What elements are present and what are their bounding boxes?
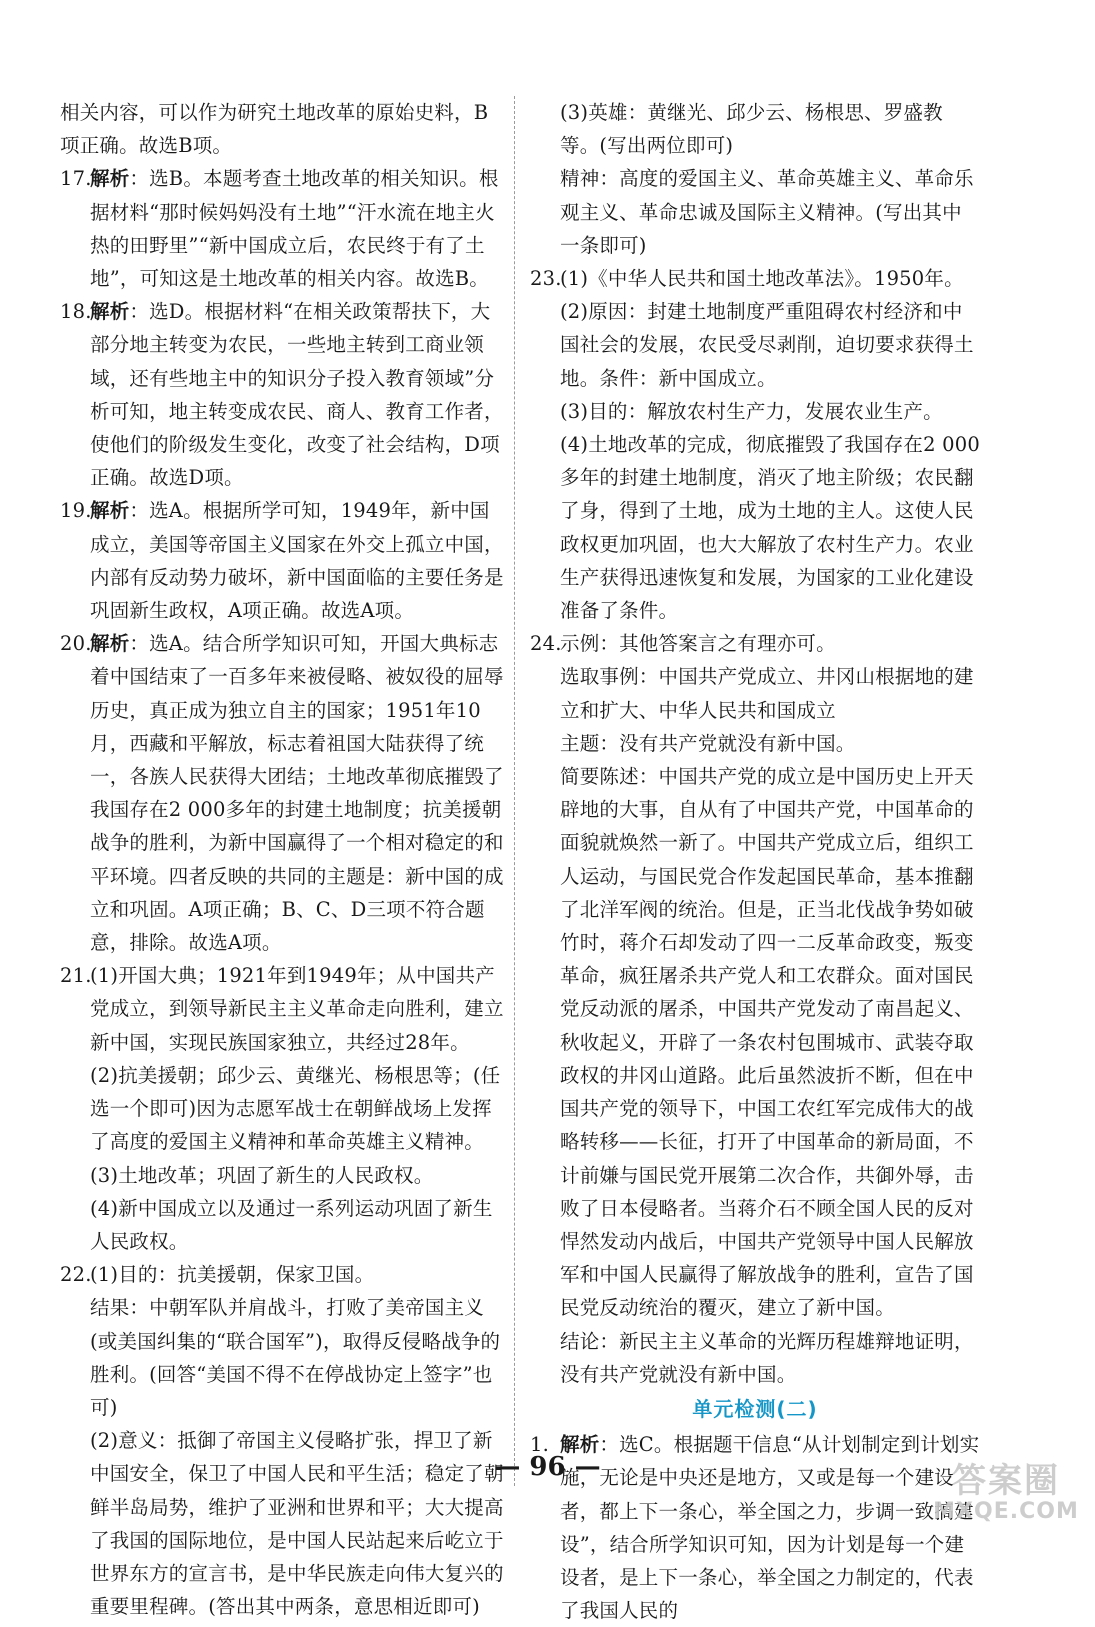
answer-item — [530, 262, 980, 295]
answer-paragraph — [60, 1159, 506, 1192]
item-text: 选取事例：中国共产党成立、井冈山根据地的建立和扩大、中华人民共和国成立 — [560, 665, 974, 722]
answer-paragraph — [530, 428, 980, 627]
answer-paragraph — [530, 760, 980, 1324]
answer-paragraph — [60, 1192, 506, 1258]
item-number: 18. — [60, 300, 92, 324]
item-text: (3)土地改革；巩固了新生的人民政权。 — [90, 1163, 434, 1187]
watermark-line1: 答案圈 — [952, 1461, 1060, 1501]
item-number: 19. — [60, 499, 92, 523]
answer-item — [60, 959, 506, 1059]
item-text: (2)抗美援朝；邱少云、黄继光、杨根思等；(任选一个即可)因为志愿军战士在朝鲜战场上发挥了高度的爱国主义精神和革命英雄主义精神。 — [90, 1063, 501, 1154]
answer-paragraph — [530, 727, 980, 760]
answer-paragraph — [60, 96, 506, 162]
item-text: 结果：中朝军队并肩战斗，打败了美帝国主义(或美国纠集的“联合国军”)，取得反侵略战争的胜利。(回答“美国不得不在停战协定上签字”也可) — [90, 1296, 501, 1419]
item-text: (3)目的：解放农村生产力，发展农业生产。 — [560, 399, 943, 423]
analysis-label: 解析 — [90, 300, 130, 324]
item-text: ：选A。根据所学可知，1949年，新中国成立，美国等帝国主义国家在外交上孤立中国，内部有反动势力破坏，新中国面临的主要任务是巩固新生政权，A项正确。故选A项。 — [90, 499, 504, 623]
answer-paragraph — [530, 1325, 980, 1391]
item-number: 23. — [530, 267, 562, 291]
item-text: (1)目的：抗美援朝，保家卫国。 — [90, 1263, 375, 1287]
answer-paragraph — [530, 395, 980, 428]
item-text: 示例：其他答案言之有理亦可。 — [560, 632, 836, 656]
answer-item — [60, 295, 506, 494]
watermark-line2: MXQE.COM — [933, 1499, 1079, 1524]
column-divider — [514, 96, 515, 1486]
item-text: (2)原因：封建土地制度严重阻碍农村经济和中国社会的发展，农民受尽剥削，迫切要求获得土地。条件：新中国成立。 — [560, 300, 974, 390]
item-text: 精神：高度的爱国主义、革命英雄主义、革命乐观主义、革命忠诚及国际主义精神。(写出其中一条即可) — [560, 167, 974, 257]
item-number: 24. — [530, 632, 562, 656]
item-number: 21. — [60, 964, 92, 988]
item-text: (1)开国大典；1921年到1949年；从中国共产党成立，到领导新民主主义革命走向胜利，建立新中国，实现民族国家独立，共经过28年。 — [90, 964, 504, 1054]
item-text: ：选B。本题考查土地改革的相关知识。根据材料“那时候妈妈没有土地”“汗水流在地主火热的田野里”“新中国成立后，农民终于有了土地”，可知这是土地改革的相关内容。故选B。 — [90, 167, 499, 291]
item-text: (4)新中国成立以及通过一系列运动巩固了新生人民政权。 — [90, 1196, 493, 1253]
analysis-label: 解析 — [90, 167, 130, 191]
item-text: (3)英雄：黄继光、邱少云、杨根思、罗盛教等。(写出两位即可) — [560, 101, 943, 158]
answer-paragraph — [60, 1291, 506, 1424]
answer-paragraph — [530, 660, 980, 726]
answer-paragraph — [530, 96, 980, 162]
item-text: 结论：新民主主义革命的光辉历程雄辩地证明，没有共产党就没有新中国。 — [560, 1329, 974, 1386]
item-text: 相关内容，可以作为研究土地改革的原始史料，B项正确。故选B项。 — [60, 101, 489, 158]
answer-item — [60, 1258, 506, 1291]
section-title: 单元检测(二) — [692, 1396, 818, 1421]
item-number: 20. — [60, 632, 92, 656]
item-text: (2)意义：抵御了帝国主义侵略扩张，捍卫了新中国安全，保卫了中国人民和平生活；稳定了朝鲜半岛局势，维护了亚洲和世界和平；大大提高了我国的国际地位，是中国人民站起来后屹立于世界东方的宣言书，是中华民族走向伟大复兴的重要里程碑。(答出其中两条，意思相近即可) — [90, 1429, 504, 1619]
answer-paragraph — [530, 295, 980, 395]
left-column — [60, 96, 506, 1623]
answer-paragraph — [60, 1059, 506, 1159]
item-number: 1. — [530, 1433, 550, 1457]
analysis-label: 解析 — [90, 632, 130, 656]
item-text: 主题：没有共产党就没有新中国。 — [560, 731, 856, 755]
right-column — [530, 96, 980, 1627]
item-text: 简要陈述：中国共产党的成立是中国历史上开天辟地的大事，自从有了中国共产党，中国革命的面貌就焕然一新了。中国共产党成立后，组织工人运动，与国民党合作发起国民革命，基本推翻了北洋军阀的统治。但是，正当北伐战争势如破竹时，蒋介石却发动了四一二反革命政变，叛变革命，疯狂屠杀共产党人和工农群众。面对国民党反动派的屠杀，中国共产党发动了南昌起义、秋收起义，开辟了一条农村包围城市、武装夺取政权的井冈山道路。此后虽然波折不断，但在中国共产党的领导下，中国工农红军完成伟大的战略转移——长征，打开了中国革命的新局面，不计前嫌与国民党开展第二次合作，共御外辱，击败了日本侵略者。当蒋介石不顾全国人民的反对悍然发动内战后，中国共产党领导中国人民解放军和中国人民赢得了解放战争的胜利，宣告了国民党反动统治的覆灭，建立了新中国。 — [560, 765, 974, 1320]
item-text: ：选C。根据题干信息“从计划制定到计划实施，无论是中央还是地方，又或是每一个建设者，都上下一条心，举全国之力，步调一致搞建设”，结合所学知识可知，因为计划是每一个建设者，是上下一条心，举全国之力制定的，代表了我国人民的 — [560, 1433, 980, 1623]
answer-item — [60, 627, 506, 959]
analysis-label: 解析 — [90, 499, 130, 523]
page-number: — 96 — — [494, 1452, 601, 1482]
answer-item — [60, 162, 506, 295]
item-text: ：选A。结合所学知识可知，开国大典标志着中国结束了一百多年来被侵略、被奴役的屈辱历史，真正成为独立自主的国家；1951年10月，西藏和平解放，标志着祖国大陆获得了统一，各族人民获得大团结；土地改革彻底摧毁了我国存在2 000多年的封建土地制度；抗美援朝战争的胜利，为新中国赢得了一个相对稳定的和平环境。四者反映的共同的主题是：新中国的成立和巩固。A项正确；B、C、D三项不符合题意，排除。故选A项。 — [90, 632, 504, 955]
analysis-label: 解析 — [560, 1433, 600, 1457]
item-text: ：选D。根据材料“在相关政策帮扶下，大部分地主转变为农民，一些地主转到工商业领域，还有些地主中的知识分子投入教育领域”分析可知，地主转变成农民、商人、教育工作者，使他们的阶级发生变化，改变了社会结构，D项正确。故选D项。 — [90, 300, 504, 490]
watermark-logo — [931, 1462, 1081, 1528]
answer-paragraph — [530, 162, 980, 262]
answer-item — [530, 627, 980, 660]
item-text: (4)土地改革的完成，彻底摧毁了我国存在2 000多年的封建土地制度，消灭了地主阶级；农民翻了身，得到了土地，成为土地的主人。这使人民政权更加巩固，也大大解放了农村生产力。农业生产获得迅速恢复和发展，为国家的工业化建设准备了条件。 — [560, 433, 980, 623]
item-number: 17. — [60, 167, 92, 191]
item-text: (1)《中华人民共和国土地改革法》。1950年。 — [560, 267, 964, 291]
answer-item — [60, 494, 506, 627]
item-number: 22. — [60, 1263, 92, 1287]
